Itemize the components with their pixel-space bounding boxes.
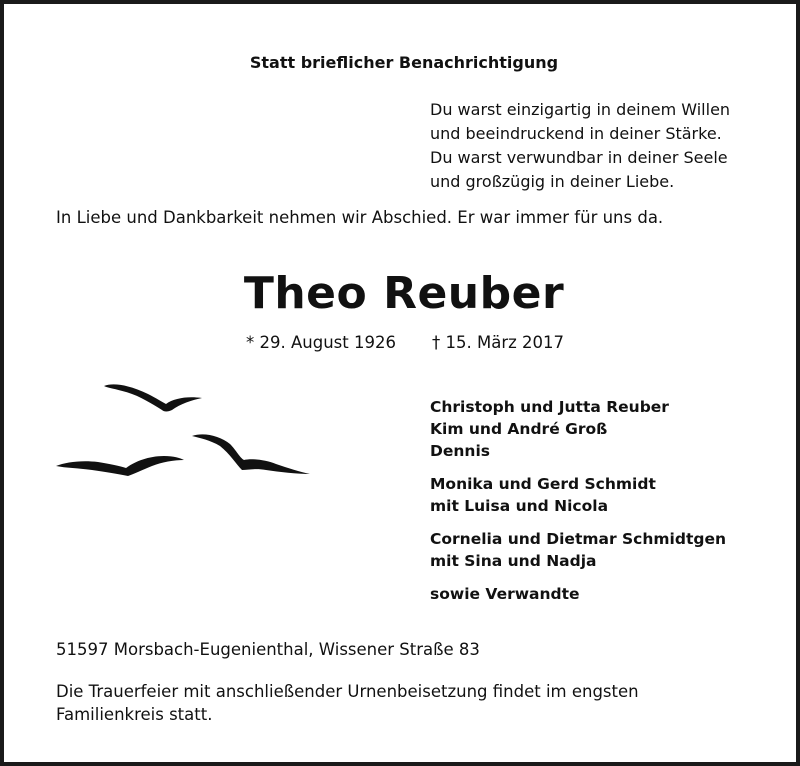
mourner-line: Christoph und Jutta Reuber	[430, 398, 669, 416]
poem-line: Du warst einzigartig in deinem Willen	[430, 100, 731, 119]
mourner-group	[430, 396, 726, 462]
bird-icon	[56, 456, 184, 476]
mourners-list	[430, 396, 726, 616]
deceased-name: Theo Reuber	[243, 268, 565, 319]
poem	[430, 98, 730, 194]
mourner-line: Monika und Gerd Schmidt	[430, 475, 656, 493]
ceremony-info	[56, 680, 639, 726]
mourner-line: Dennis	[430, 442, 490, 460]
mourner-group	[430, 473, 726, 517]
poem-line: und großzügig in deiner Liebe.	[430, 172, 675, 191]
mourner-group	[430, 583, 726, 605]
mourner-line: sowie Verwandte	[430, 585, 580, 603]
poem-line: Du warst verwundbar in deiner Seele	[430, 148, 728, 167]
flying-birds-icon	[52, 374, 317, 484]
bird-icon	[192, 434, 310, 474]
farewell-text: In Liebe und Dankbarkeit nehmen wir Abschied. Er war immer für uns da.	[56, 208, 664, 227]
bird-icon	[104, 384, 202, 411]
notice-header: Statt brieflicher Benachrichtigung	[249, 53, 559, 72]
poem-line: und beeindruckend in deiner Stärke.	[430, 124, 722, 143]
mourner-line: mit Sina und Nadja	[430, 552, 597, 570]
mourner-line: Kim und André Groß	[430, 420, 608, 438]
family-address: 51597 Morsbach-Eugenienthal, Wissener Straße 83	[56, 640, 480, 659]
ceremony-line: Familienkreis statt.	[56, 705, 213, 724]
mourner-line: mit Luisa und Nicola	[430, 497, 609, 515]
birth-date: * 29. August 1926	[246, 333, 396, 352]
mourner-group	[430, 528, 726, 572]
death-date: † 15. März 2017	[432, 333, 565, 352]
ceremony-line: Die Trauerfeier mit anschließender Urnenbeisetzung findet im engsten	[56, 682, 639, 701]
mourner-line: Cornelia und Dietmar Schmidtgen	[430, 530, 727, 548]
